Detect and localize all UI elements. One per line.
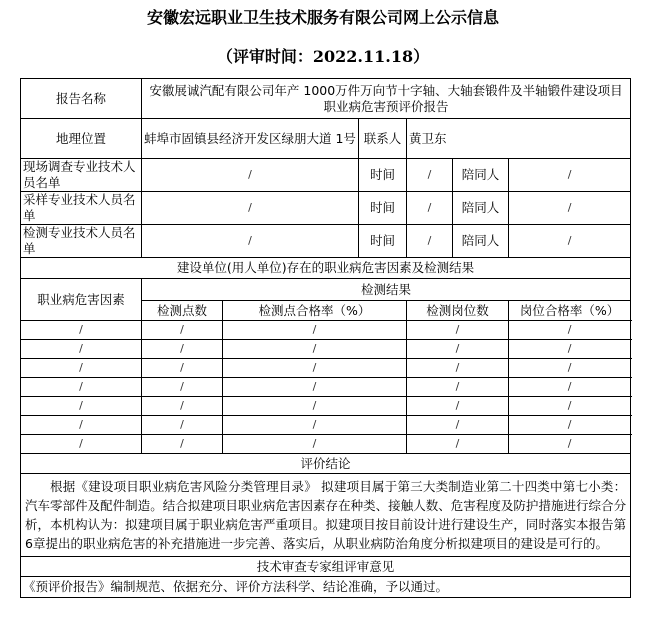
expert-title: 技术审查专家组评审意见 xyxy=(21,557,631,577)
companion-value: / xyxy=(509,225,631,258)
table-row xyxy=(21,378,631,397)
companion-value: / xyxy=(509,192,631,225)
conclusion-row xyxy=(21,474,631,557)
hazard-section-title: 建设单位(用人单位)存在的职业病危害因素及检测结果 xyxy=(21,258,631,279)
cell-factor: / xyxy=(21,359,142,378)
time-value: / xyxy=(407,192,453,225)
companion-label: 陪同人 xyxy=(453,225,509,258)
cell-post-pass-rate: / xyxy=(509,435,631,454)
cell-factor: / xyxy=(21,416,142,435)
time-label: 时间 xyxy=(359,192,407,225)
contact-label: 联系人 xyxy=(359,119,407,159)
cell-point-pass-rate: / xyxy=(223,359,407,378)
review-time: （评审时间：2022.11.18） xyxy=(216,47,430,66)
time-value: / xyxy=(407,225,453,258)
expert-title-row xyxy=(21,557,631,577)
location-row xyxy=(21,119,631,159)
col-post-pass-rate: 岗位合格率（%） xyxy=(509,301,631,321)
cell-detect-points: / xyxy=(142,340,223,359)
table-row xyxy=(21,435,631,454)
cell-detect-posts: / xyxy=(407,435,509,454)
cell-detect-points: / xyxy=(142,435,223,454)
personnel-names: / xyxy=(142,159,359,192)
cell-detect-posts: / xyxy=(407,340,509,359)
cell-post-pass-rate: / xyxy=(509,321,631,340)
conclusion-title-row xyxy=(21,454,631,474)
hazard-factor-header: 职业病危害因素 xyxy=(21,279,142,321)
col-point-pass-rate: 检测点合格率（%） xyxy=(223,301,407,321)
time-value: / xyxy=(407,159,453,192)
conclusion-title: 评价结论 xyxy=(21,454,631,474)
companion-value: / xyxy=(509,159,631,192)
cell-detect-posts: / xyxy=(407,378,509,397)
personnel-names: / xyxy=(142,225,359,258)
cell-point-pass-rate: / xyxy=(223,321,407,340)
cell-factor: / xyxy=(21,321,142,340)
cell-detect-posts: / xyxy=(407,321,509,340)
hazard-header-row xyxy=(21,279,631,301)
table-row xyxy=(21,321,631,340)
disclosure-table xyxy=(20,78,631,598)
cell-detect-points: / xyxy=(142,321,223,340)
personnel-row xyxy=(21,225,631,258)
cell-detect-points: / xyxy=(142,378,223,397)
cell-point-pass-rate: / xyxy=(223,340,407,359)
cell-factor: / xyxy=(21,340,142,359)
cell-detect-points: / xyxy=(142,397,223,416)
cell-post-pass-rate: / xyxy=(509,397,631,416)
companion-label: 陪同人 xyxy=(453,192,509,225)
expert-opinion-row xyxy=(21,577,631,598)
detect-results-header: 检测结果 xyxy=(142,279,631,301)
cell-point-pass-rate: / xyxy=(223,435,407,454)
companion-label: 陪同人 xyxy=(453,159,509,192)
table-row xyxy=(21,416,631,435)
col-detect-posts: 检测岗位数 xyxy=(407,301,509,321)
contact-value: 黄卫东 xyxy=(407,119,631,159)
personnel-row xyxy=(21,159,631,192)
personnel-row xyxy=(21,192,631,225)
cell-factor: / xyxy=(21,435,142,454)
col-detect-points: 检测点数 xyxy=(142,301,223,321)
time-label: 时间 xyxy=(359,225,407,258)
location-value: 蚌埠市固镇县经济开发区绿朋大道 1号 xyxy=(142,119,359,159)
table-row xyxy=(21,340,631,359)
personnel-names: / xyxy=(142,192,359,225)
cell-point-pass-rate: / xyxy=(223,416,407,435)
report-name-label: 报告名称 xyxy=(21,79,142,119)
cell-detect-posts: / xyxy=(407,397,509,416)
page-title: 安徽宏远职业卫生技术服务有限公司网上公示信息 xyxy=(146,8,499,27)
table-row xyxy=(21,397,631,416)
location-label: 地理位置 xyxy=(21,119,142,159)
personnel-label: 检测专业技术人员名单 xyxy=(21,225,142,258)
cell-post-pass-rate: / xyxy=(509,359,631,378)
cell-detect-posts: / xyxy=(407,416,509,435)
report-name-row xyxy=(21,79,631,119)
cell-detect-points: / xyxy=(142,416,223,435)
cell-detect-posts: / xyxy=(407,359,509,378)
table-row xyxy=(21,359,631,378)
cell-post-pass-rate: / xyxy=(509,340,631,359)
cell-factor: / xyxy=(21,378,142,397)
personnel-label: 现场调查专业技术人员名单 xyxy=(21,159,142,192)
expert-opinion: 《预评价报告》编制规范、依据充分、评价方法科学、结论准确，予以通过。 xyxy=(21,577,631,598)
personnel-label: 采样专业技术人员名单 xyxy=(21,192,142,225)
cell-detect-points: / xyxy=(142,359,223,378)
cell-post-pass-rate: / xyxy=(509,378,631,397)
cell-post-pass-rate: / xyxy=(509,416,631,435)
cell-point-pass-rate: / xyxy=(223,378,407,397)
cell-factor: / xyxy=(21,397,142,416)
time-label: 时间 xyxy=(359,159,407,192)
report-name-value: 安徽展诚汽配有限公司年产 1000万件万向节十字轴、大轴套锻件及半轴锻件建设项目职业病危害预评价报告 xyxy=(142,79,631,119)
conclusion-text: 根据《建设项目职业病危害风险分类管理目录》 拟建项目属于第三大类制造业第二十四类中第七小类：汽车零部件及配件制造。结合拟建项目职业病危害因素存在种类、接触人数、危害程度及防护措施进行综合分析，本机构认为：拟建项目属于职业病危害严重项目。拟建项目按目前设计进行建设生产，同时落实本报告第 6章提出的职业病危害的补充措施进一步完善、落实后，从职业病防治角度分析拟建项目的建设是可行的。 xyxy=(21,474,631,557)
cell-point-pass-rate: / xyxy=(223,397,407,416)
hazard-section-row xyxy=(21,258,631,279)
